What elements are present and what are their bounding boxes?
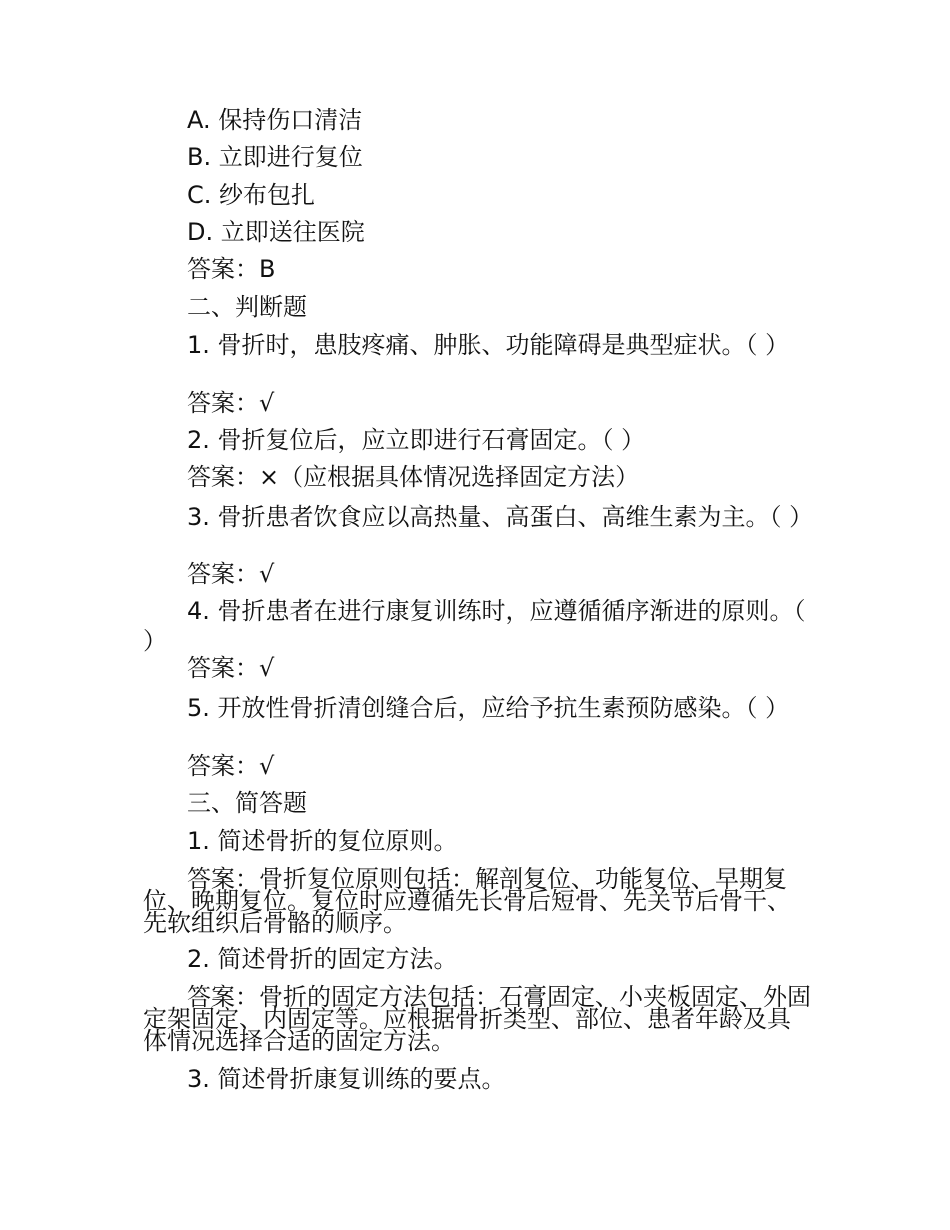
judgment-question-1: 1. 骨折时，患肢疼痛、肿胀、功能障碍是典型症状。（ ） xyxy=(187,331,790,359)
short-answer-2: 答案：骨折的固定方法包括：石膏固定、小夹板固定、外固定架固定、内固定等。应根据骨折类型、部位、患者年龄及具体情况选择合适的固定方法。 xyxy=(143,983,811,1055)
section-heading-short-answer: 三、简答题 xyxy=(187,789,307,817)
option-b: B. 立即进行复位 xyxy=(187,143,363,171)
option-a: A. 保持伤口清洁 xyxy=(187,106,363,134)
option-c: C. 纱布包扎 xyxy=(187,181,316,209)
judgment-answer-3: 答案：√ xyxy=(187,560,275,588)
option-answer: 答案：B xyxy=(187,255,276,283)
judgment-question-3: 3. 骨折患者饮食应以高热量、高蛋白、高维生素为主。（ ） xyxy=(187,503,814,531)
judgment-question-5: 5. 开放性骨折清创缝合后，应给予抗生素预防感染。（ ） xyxy=(187,694,790,722)
judgment-answer-4: 答案：√ xyxy=(187,654,275,682)
section-heading-judgment: 二、判断题 xyxy=(187,293,307,321)
option-d: D. 立即送往医院 xyxy=(187,218,365,246)
judgment-answer-1: 答案：√ xyxy=(187,389,275,417)
judgment-answer-5: 答案：√ xyxy=(187,752,275,780)
short-question-3: 3. 简述骨折康复训练的要点。 xyxy=(187,1065,506,1093)
judgment-answer-2: 答案：×（应根据具体情况选择固定方法） xyxy=(187,463,640,491)
judgment-question-2: 2. 骨折复位后，应立即进行石膏固定。（ ） xyxy=(187,426,646,454)
short-question-2: 2. 简述骨折的固定方法。 xyxy=(187,945,458,973)
short-answer-1: 答案：骨折复位原则包括：解剖复位、功能复位、早期复位、晚期复位。复位时应遵循先长骨后短骨、先关节后骨干、先软组织后骨骼的顺序。 xyxy=(143,865,791,937)
short-question-1: 1. 简述骨折的复位原则。 xyxy=(187,827,458,855)
judgment-question-4: 4. 骨折患者在进行康复训练时，应遵循循序渐进的原则。（ ） xyxy=(143,597,806,655)
